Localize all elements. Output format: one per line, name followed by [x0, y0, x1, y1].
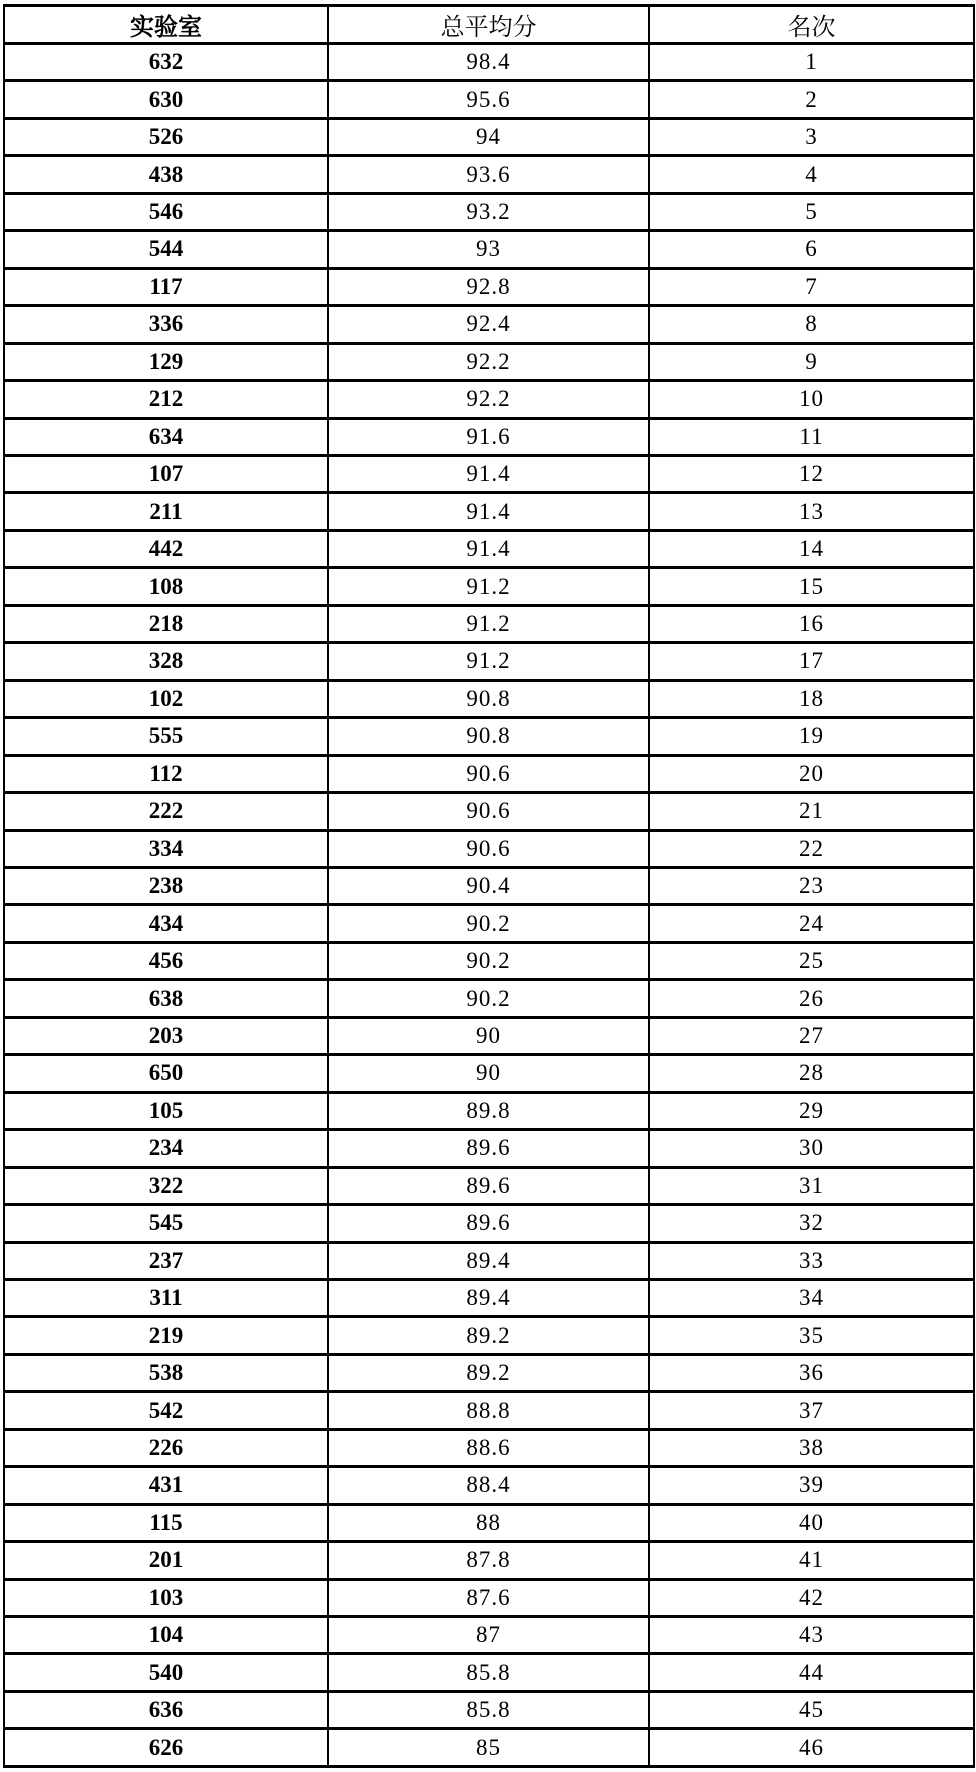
score-cell: 89.2 — [328, 1317, 649, 1354]
header-rank: 名次 — [649, 6, 974, 44]
lab-cell: 526 — [4, 118, 328, 155]
lab-cell: 322 — [4, 1167, 328, 1204]
rank-cell: 32 — [649, 1205, 974, 1242]
lab-cell: 104 — [4, 1617, 328, 1654]
lab-cell: 328 — [4, 643, 328, 680]
lab-cell: 434 — [4, 905, 328, 942]
score-cell: 91.4 — [328, 530, 649, 567]
rank-cell: 36 — [649, 1354, 974, 1391]
rank-cell: 13 — [649, 493, 974, 530]
table-row — [4, 1617, 974, 1654]
table-row — [4, 493, 974, 530]
table-row — [4, 1504, 974, 1541]
score-cell: 92.8 — [328, 268, 649, 305]
table-row — [4, 1092, 974, 1129]
lab-cell: 540 — [4, 1654, 328, 1691]
score-cell: 85 — [328, 1729, 649, 1767]
lab-cell: 442 — [4, 530, 328, 567]
table-row — [4, 830, 974, 867]
score-cell: 90.6 — [328, 830, 649, 867]
lab-cell: 630 — [4, 81, 328, 118]
header-score: 总平均分 — [328, 6, 649, 44]
lab-cell: 219 — [4, 1317, 328, 1354]
score-cell: 90.4 — [328, 867, 649, 904]
lab-cell: 222 — [4, 793, 328, 830]
rank-cell: 8 — [649, 306, 974, 343]
score-cell: 93.6 — [328, 156, 649, 193]
score-cell: 87.6 — [328, 1579, 649, 1616]
table-row — [4, 605, 974, 642]
score-cell: 87 — [328, 1617, 649, 1654]
lab-cell: 105 — [4, 1092, 328, 1129]
score-cell: 87.8 — [328, 1542, 649, 1579]
score-cell: 90 — [328, 1017, 649, 1054]
lab-cell: 203 — [4, 1017, 328, 1054]
rank-cell: 17 — [649, 643, 974, 680]
lab-cell: 438 — [4, 156, 328, 193]
rank-cell: 21 — [649, 793, 974, 830]
table-row — [4, 381, 974, 418]
rank-cell: 23 — [649, 867, 974, 904]
lab-cell: 632 — [4, 44, 328, 81]
table-row — [4, 680, 974, 717]
rank-cell: 35 — [649, 1317, 974, 1354]
table-row — [4, 942, 974, 979]
score-cell: 91.4 — [328, 493, 649, 530]
score-cell: 90.2 — [328, 980, 649, 1017]
rank-cell: 4 — [649, 156, 974, 193]
table-row — [4, 1729, 974, 1767]
lab-cell: 650 — [4, 1055, 328, 1092]
lab-cell: 546 — [4, 193, 328, 230]
rank-cell: 43 — [649, 1617, 974, 1654]
lab-cell: 456 — [4, 942, 328, 979]
table-row — [4, 1654, 974, 1691]
table-row — [4, 1205, 974, 1242]
table-row — [4, 81, 974, 118]
table-row — [4, 867, 974, 904]
table-row — [4, 1542, 974, 1579]
rank-cell: 10 — [649, 381, 974, 418]
score-cell: 85.8 — [328, 1691, 649, 1728]
lab-cell: 107 — [4, 455, 328, 492]
table-row — [4, 1055, 974, 1092]
lab-cell: 431 — [4, 1467, 328, 1504]
score-cell: 92.2 — [328, 343, 649, 380]
rank-cell: 7 — [649, 268, 974, 305]
score-cell: 91.2 — [328, 568, 649, 605]
table-row — [4, 193, 974, 230]
rank-cell: 20 — [649, 755, 974, 792]
rank-cell: 6 — [649, 231, 974, 268]
table-row — [4, 455, 974, 492]
score-cell: 89.4 — [328, 1279, 649, 1316]
lab-cell: 538 — [4, 1354, 328, 1391]
table-row — [4, 1429, 974, 1466]
rank-cell: 12 — [649, 455, 974, 492]
lab-cell: 117 — [4, 268, 328, 305]
lab-cell: 238 — [4, 867, 328, 904]
lab-cell: 115 — [4, 1504, 328, 1541]
rank-cell: 44 — [649, 1654, 974, 1691]
rank-cell: 45 — [649, 1691, 974, 1728]
table-row — [4, 530, 974, 567]
lab-cell: 201 — [4, 1542, 328, 1579]
rank-cell: 2 — [649, 81, 974, 118]
lab-cell: 112 — [4, 755, 328, 792]
score-cell: 89.6 — [328, 1167, 649, 1204]
score-cell: 89.6 — [328, 1205, 649, 1242]
score-cell: 88.4 — [328, 1467, 649, 1504]
lab-cell: 638 — [4, 980, 328, 1017]
rank-cell: 15 — [649, 568, 974, 605]
lab-cell: 102 — [4, 680, 328, 717]
score-cell: 90.2 — [328, 942, 649, 979]
rank-cell: 11 — [649, 418, 974, 455]
lab-cell: 542 — [4, 1392, 328, 1429]
rank-cell: 26 — [649, 980, 974, 1017]
score-cell: 89.6 — [328, 1130, 649, 1167]
lab-cell: 545 — [4, 1205, 328, 1242]
table-row — [4, 755, 974, 792]
score-cell: 88 — [328, 1504, 649, 1541]
score-cell: 90.8 — [328, 718, 649, 755]
table-row — [4, 1467, 974, 1504]
rank-cell: 29 — [649, 1092, 974, 1129]
score-cell: 92.4 — [328, 306, 649, 343]
table-row — [4, 118, 974, 155]
score-cell: 88.8 — [328, 1392, 649, 1429]
rank-cell: 37 — [649, 1392, 974, 1429]
lab-cell: 234 — [4, 1130, 328, 1167]
lab-cell: 634 — [4, 418, 328, 455]
table-row — [4, 1691, 974, 1728]
score-cell: 91.2 — [328, 605, 649, 642]
table-row — [4, 905, 974, 942]
lab-cell: 555 — [4, 718, 328, 755]
rank-cell: 3 — [649, 118, 974, 155]
lab-cell: 212 — [4, 381, 328, 418]
rank-cell: 19 — [649, 718, 974, 755]
score-cell: 92.2 — [328, 381, 649, 418]
score-cell: 90.8 — [328, 680, 649, 717]
score-cell: 95.6 — [328, 81, 649, 118]
lab-cell: 626 — [4, 1729, 328, 1767]
rank-cell: 39 — [649, 1467, 974, 1504]
table-row — [4, 1130, 974, 1167]
table-row — [4, 418, 974, 455]
table-row — [4, 980, 974, 1017]
table-row — [4, 1354, 974, 1391]
table-row — [4, 718, 974, 755]
score-cell: 89.8 — [328, 1092, 649, 1129]
rank-cell: 16 — [649, 605, 974, 642]
rank-cell: 24 — [649, 905, 974, 942]
score-cell: 93.2 — [328, 193, 649, 230]
table-body — [4, 44, 974, 1767]
rank-cell: 40 — [649, 1504, 974, 1541]
lab-cell: 311 — [4, 1279, 328, 1316]
rank-cell: 30 — [649, 1130, 974, 1167]
table-row — [4, 268, 974, 305]
rank-cell: 9 — [649, 343, 974, 380]
rank-cell: 41 — [649, 1542, 974, 1579]
table-row — [4, 231, 974, 268]
rank-cell: 33 — [649, 1242, 974, 1279]
score-cell: 93 — [328, 231, 649, 268]
score-cell: 89.4 — [328, 1242, 649, 1279]
table-row — [4, 793, 974, 830]
table-row — [4, 1279, 974, 1316]
lab-cell: 103 — [4, 1579, 328, 1616]
table-row — [4, 156, 974, 193]
rank-cell: 27 — [649, 1017, 974, 1054]
lab-cell: 636 — [4, 1691, 328, 1728]
table-row — [4, 568, 974, 605]
table-row — [4, 1392, 974, 1429]
table-row — [4, 1579, 974, 1616]
table-row — [4, 1017, 974, 1054]
lab-cell: 211 — [4, 493, 328, 530]
table-row — [4, 306, 974, 343]
table-row — [4, 44, 974, 81]
rank-cell: 46 — [649, 1729, 974, 1767]
score-cell: 88.6 — [328, 1429, 649, 1466]
score-cell: 90.6 — [328, 793, 649, 830]
score-cell: 91.4 — [328, 455, 649, 492]
rank-cell: 34 — [649, 1279, 974, 1316]
score-cell: 91.6 — [328, 418, 649, 455]
rank-cell: 31 — [649, 1167, 974, 1204]
score-cell: 94 — [328, 118, 649, 155]
table-row — [4, 1242, 974, 1279]
lab-cell: 334 — [4, 830, 328, 867]
lab-cell: 129 — [4, 343, 328, 380]
rank-cell: 42 — [649, 1579, 974, 1616]
table-row — [4, 343, 974, 380]
lab-cell: 226 — [4, 1429, 328, 1466]
score-cell: 90.6 — [328, 755, 649, 792]
table-row — [4, 1317, 974, 1354]
header-lab: 实验室 — [4, 6, 328, 44]
table-row — [4, 1167, 974, 1204]
lab-cell: 108 — [4, 568, 328, 605]
rank-cell: 22 — [649, 830, 974, 867]
lab-cell: 336 — [4, 306, 328, 343]
lab-cell: 544 — [4, 231, 328, 268]
rank-cell: 28 — [649, 1055, 974, 1092]
score-cell: 91.2 — [328, 643, 649, 680]
rank-cell: 5 — [649, 193, 974, 230]
score-cell: 98.4 — [328, 44, 649, 81]
lab-score-ranking-table — [3, 4, 975, 1768]
score-cell: 90 — [328, 1055, 649, 1092]
lab-cell: 218 — [4, 605, 328, 642]
rank-cell: 14 — [649, 530, 974, 567]
score-cell: 85.8 — [328, 1654, 649, 1691]
table-row — [4, 643, 974, 680]
rank-cell: 25 — [649, 942, 974, 979]
lab-cell: 237 — [4, 1242, 328, 1279]
score-cell: 89.2 — [328, 1354, 649, 1391]
rank-cell: 18 — [649, 680, 974, 717]
score-cell: 90.2 — [328, 905, 649, 942]
header-row — [4, 6, 974, 44]
rank-cell: 38 — [649, 1429, 974, 1466]
rank-cell: 1 — [649, 44, 974, 81]
